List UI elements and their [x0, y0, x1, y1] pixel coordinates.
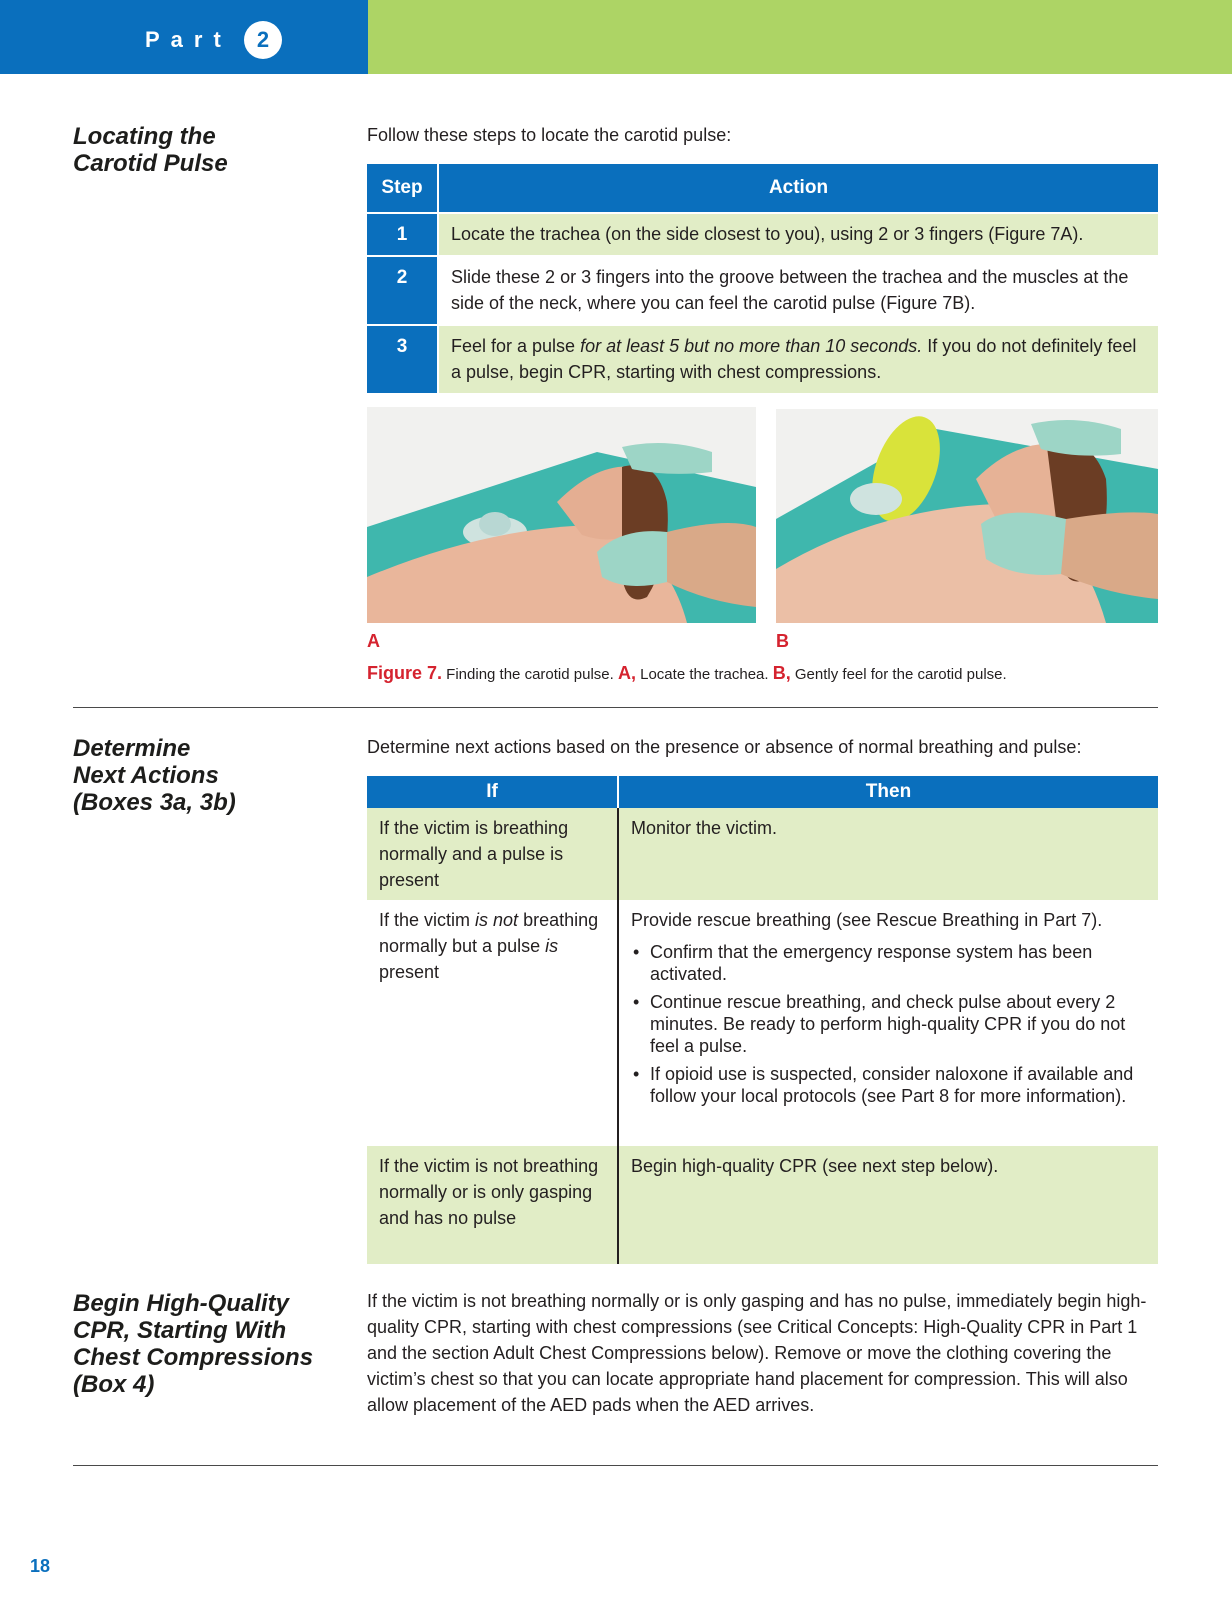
section-divider [73, 707, 1158, 708]
header-step: Step [367, 164, 439, 212]
if-cell: If the victim is breathing normally and a pulse is present [367, 808, 619, 900]
page-number: 18 [30, 1556, 51, 1576]
photo-locate-trachea [367, 407, 756, 623]
photo-feel-carotid-pulse [776, 409, 1158, 623]
if-cell: If the victim is not breathing normally but a pulse is present [367, 900, 619, 1146]
table-row [367, 255, 1158, 324]
section-heading-begin-cpr: Begin High-Quality CPR, Starting With Chest Compressions (Box 4) [73, 1290, 314, 1398]
section-heading-next-actions: Determine Next Actions (Boxes 3a, 3b) [73, 735, 236, 816]
part-label: Part [145, 27, 232, 52]
figure-caption: Figure 7. Finding the carotid pulse. A, Locate the trachea. B, Gently feel for the carotid pulse. [367, 663, 1007, 683]
list-item: • Continue rescue breathing, and check pulse about every 2 minutes. Be ready to perform high-quality CPR if you do not feel a pulse. [631, 991, 1146, 1057]
figure-letter-a: A [367, 631, 380, 651]
step-action: Feel for a pulse for at least 5 but no more than 10 seconds. If you do not definitely feel a pulse, begin CPR, starting with chest compressions. [439, 326, 1158, 393]
step-action: Locate the trachea (on the side closest to you), using 2 or 3 fingers (Figure 7A). [439, 214, 1158, 255]
step-action: Slide these 2 or 3 fingers into the groove between the trachea and the muscles at the side of the neck, where you can feel the carotid pulse (Figure 7B). [439, 257, 1158, 324]
carotid-steps-table [367, 164, 1158, 393]
step-number: 1 [367, 214, 439, 255]
table-header [367, 164, 1158, 212]
list-item: • Confirm that the emergency response system has been activated. [631, 941, 1146, 985]
step-number: 3 [367, 326, 439, 393]
then-cell: Begin high-quality CPR (see next step below). [631, 1156, 999, 1176]
table-row [367, 900, 1158, 1146]
then-cell: Provide rescue breathing (see Rescue Breathing in Part 7). • Confirm that the emergency response system has been activated. • Continue rescue breathing, and check pulse about every 2 minutes. Be ready to perform high-quality CPR if you do not feel a pulse. • If opioid use is suspected, consider naloxone if available and follow your local protocols (see Part 8 for more information). [619, 900, 1158, 1146]
table-row [367, 1146, 1158, 1264]
part-number-badge: 2 [244, 21, 282, 59]
begin-cpr-paragraph: If the victim is not breathing normally or is only gasping and has no pulse, immediately begin high-quality CPR, starting with chest compressions (see Critical Concepts: High-Quality CPR in Part 1 and the section Adult Chest Compressions below). Remove or move the clothing covering the victim’s chest so that you can locate appropriate hand placement for compression. This will also allow placement of the AED pads when the AED arrives. [367, 1291, 1147, 1415]
if-then-table [367, 776, 1158, 1264]
then-bullet-list [631, 941, 1146, 1107]
header-green-band [368, 0, 1232, 74]
photo-a-illustration [367, 407, 756, 623]
photo-b-illustration [776, 409, 1158, 623]
table-row [367, 808, 1158, 900]
section-divider [73, 1465, 1158, 1466]
carotid-intro-text: Follow these steps to locate the carotid pulse: [367, 125, 732, 145]
then-cell: Monitor the victim. [631, 818, 778, 838]
next-actions-intro-text: Determine next actions based on the presence or absence of normal breathing and pulse: [367, 737, 1082, 757]
list-item: • If opioid use is suspected, consider naloxone if available and follow your local protocols (see Part 8 for more information). [631, 1063, 1146, 1107]
section-heading-carotid-pulse: Locating the Carotid Pulse [73, 123, 228, 177]
table-header [367, 776, 1158, 808]
if-cell: If the victim is not breathing normally or is only gasping and has no pulse [367, 1146, 619, 1264]
table-row [367, 324, 1158, 393]
header-then: Then [865, 781, 912, 802]
header-action: Action [768, 177, 829, 198]
table-row [367, 212, 1158, 255]
header-if: If [367, 776, 619, 808]
figure-letter-b: B [776, 631, 789, 651]
step-number: 2 [367, 257, 439, 324]
